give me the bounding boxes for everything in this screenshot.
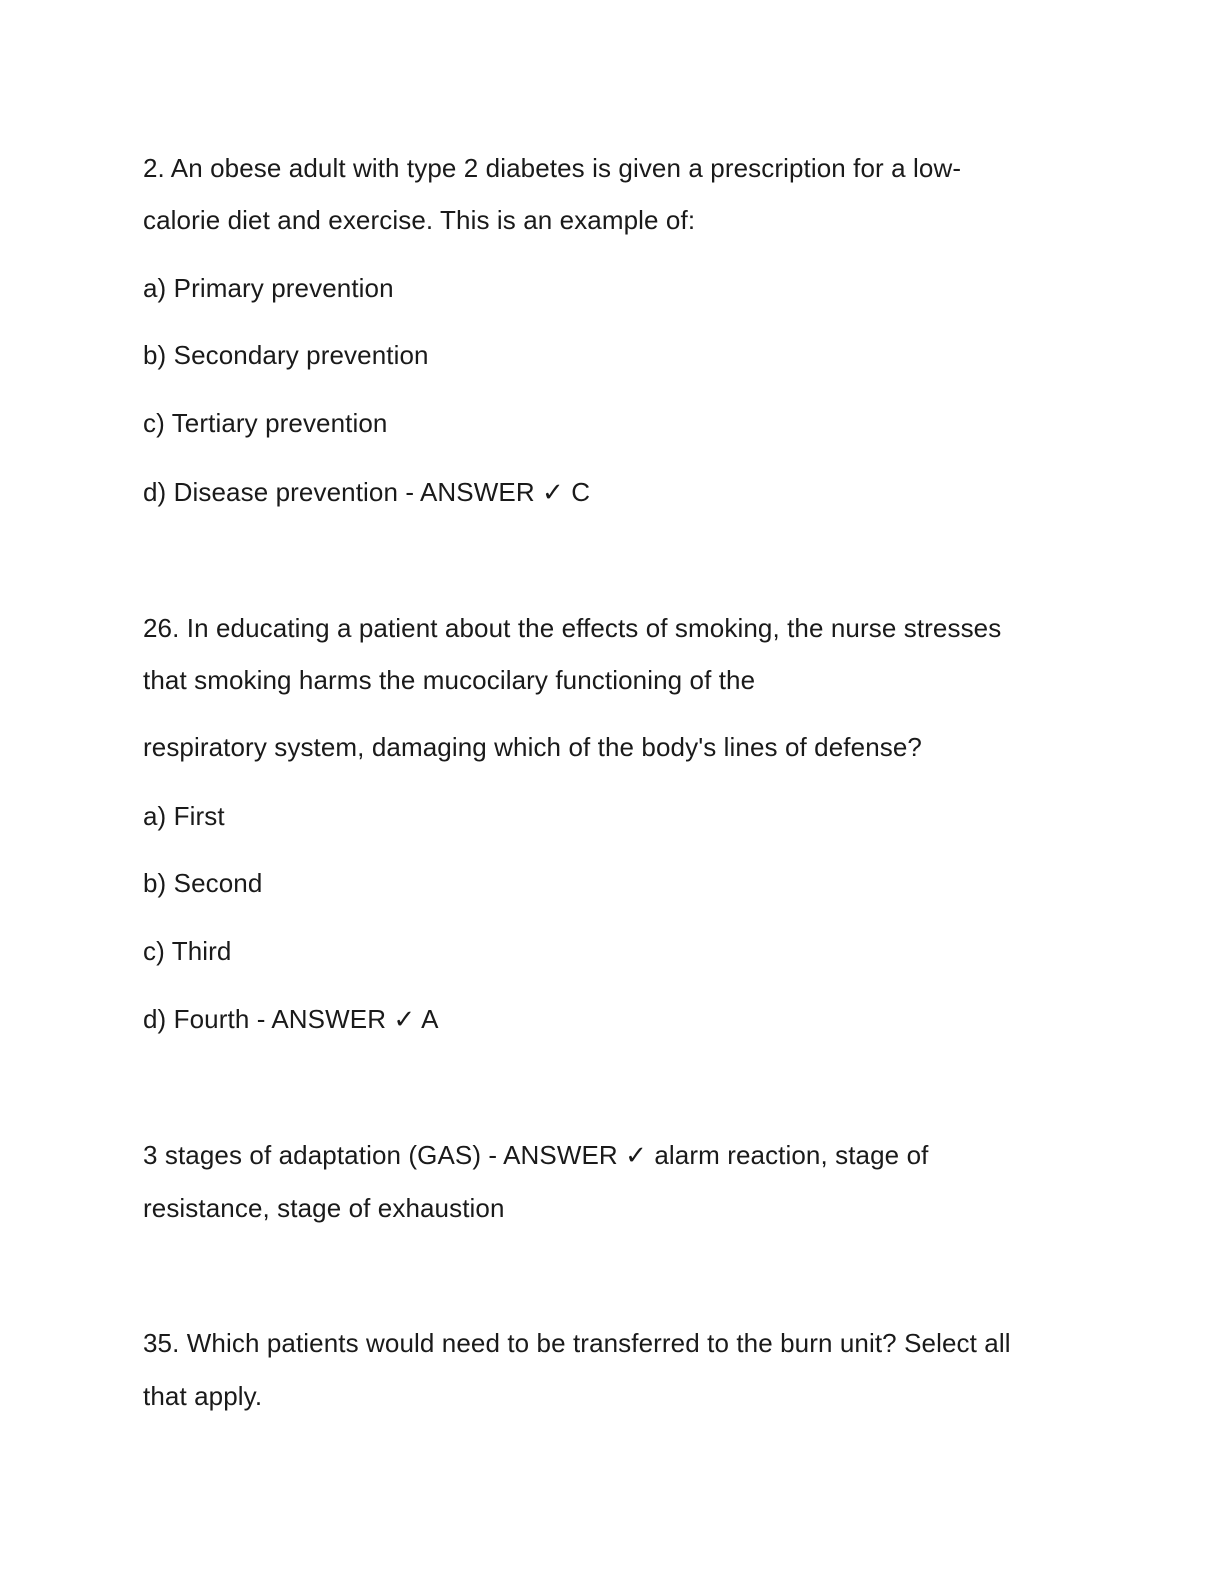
question-26-option-a: a) First (143, 801, 225, 831)
question-2-answer: C (563, 477, 591, 507)
question-2-option-d (143, 476, 590, 509)
question-2-line-2: calorie diet and exercise. This is an example of: (143, 205, 696, 235)
gas-line-1-prefix: 3 stages of adaptation (GAS) - ANSWER (143, 1140, 618, 1170)
checkmark-icon: ✓ (542, 478, 564, 508)
question-2-option-a: a) Primary prevention (143, 273, 394, 303)
gas-line-1-suffix: alarm reaction, stage of (647, 1140, 929, 1170)
question-2-line-1: 2. An obese adult with type 2 diabetes is given a prescription for a low- (143, 153, 962, 183)
question-26-line-2: that smoking harms the mucocilary functioning of the (143, 665, 756, 695)
checkmark-icon: ✓ (625, 1141, 648, 1171)
question-2-option-b: b) Secondary prevention (143, 340, 429, 370)
question-26-option-d (143, 1003, 439, 1036)
question-35-line-2: that apply. (143, 1381, 263, 1411)
question-26-answer: A (415, 1004, 439, 1034)
gas-line-2: resistance, stage of exhaustion (143, 1193, 505, 1223)
question-26-option-d-text: d) Fourth - ANSWER (143, 1004, 387, 1034)
question-26-option-c: c) Third (143, 936, 232, 966)
question-2-option-d-text: d) Disease prevention - ANSWER (143, 477, 535, 507)
question-2-option-c: c) Tertiary prevention (143, 408, 388, 438)
question-26-option-b: b) Second (143, 868, 263, 898)
gas-line-1 (143, 1139, 928, 1172)
question-26-line-1: 26. In educating a patient about the effects of smoking, the nurse stresses (143, 613, 1002, 643)
checkmark-icon: ✓ (393, 1005, 416, 1035)
question-26-line-3: respiratory system, damaging which of the body's lines of defense? (143, 732, 922, 762)
question-35-line-1: 35. Which patients would need to be transferred to the burn unit? Select all (143, 1328, 1011, 1358)
